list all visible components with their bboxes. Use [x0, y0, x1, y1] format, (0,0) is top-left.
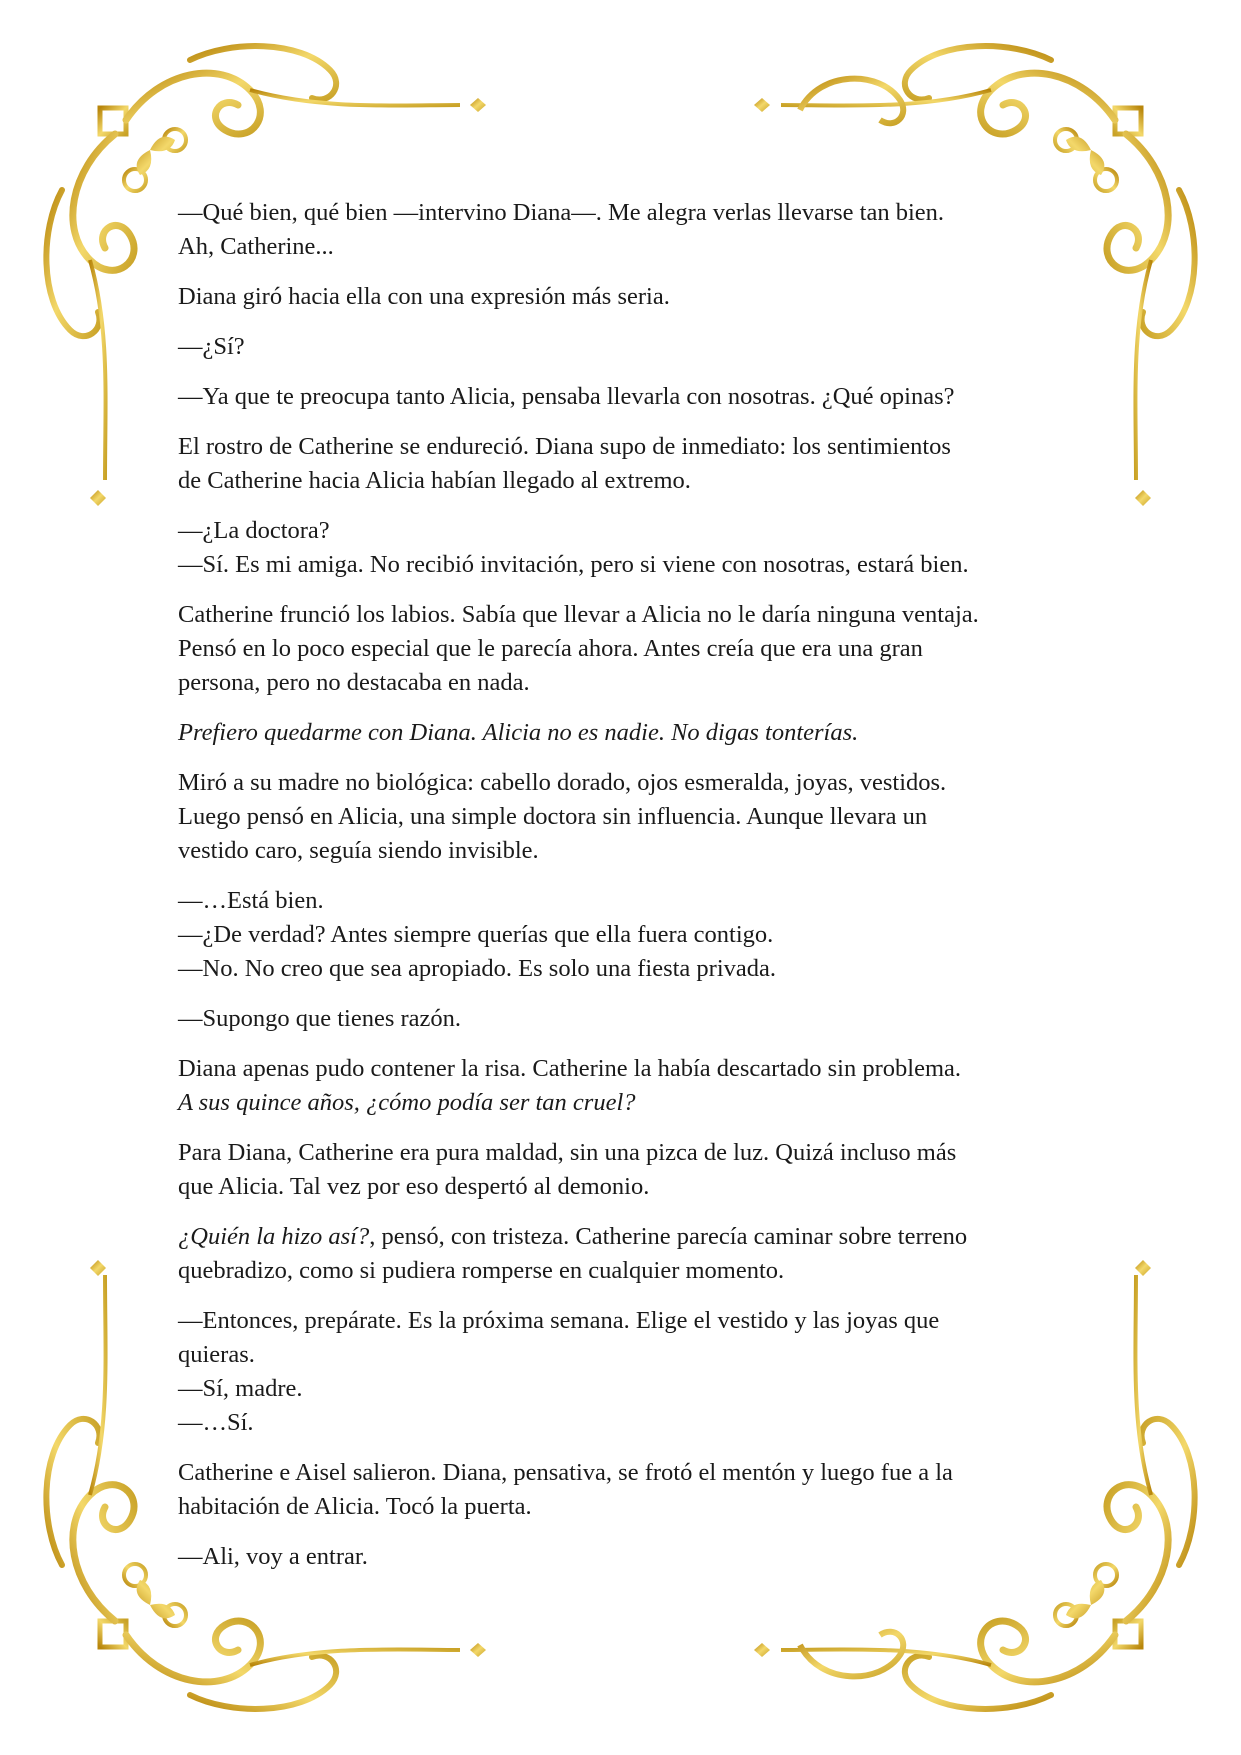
paragraph: Catherine frunció los labios. Sabía que llevar a Alicia no le daría ninguna ventaja. Pensó en lo poco especial que le parecía ahora. Antes creía que era una gran persona, pero no destacaba en nada.	[178, 601, 979, 696]
paragraph: ¿Quién la hizo así?, pensó, con tristeza. Catherine parecía caminar sobre terreno quebradizo, como si pudiera romperse en cualquier momento.	[178, 1223, 968, 1284]
paragraph: —Ali, voy a entrar.	[178, 1543, 368, 1570]
right-border-line	[1135, 490, 1151, 1276]
paragraph: Catherine e Aisel salieron. Diana, pensativa, se frotó el mentón y luego fue a la habitación de Alicia. Tocó la puerta.	[178, 1459, 953, 1520]
paragraph: Para Diana, Catherine era pura maldad, sin una pizca de luz. Quizá incluso más que Alicia. Tal vez por eso despertó al demonio.	[178, 1139, 957, 1200]
paragraph: —¿Sí?	[178, 333, 245, 360]
top-center-ornament	[470, 79, 903, 124]
paragraph: —Supongo que tienes razón.	[178, 1005, 462, 1032]
paragraph-italic-thought: Prefiero quedarme con Diana. Alicia no es nadie. No digas tonterías.	[178, 719, 859, 746]
paragraph: Miró a su madre no biológica: cabello dorado, ojos esmeralda, joyas, vestidos. Luego pensó en Alicia, una simple doctora sin influencia. Aunque llevara un vestido caro, seguía siendo invisible.	[178, 769, 947, 864]
italic-thought: ¿Quién la hizo así?	[178, 1223, 370, 1250]
paragraph: Diana apenas pudo contener la risa. Catherine la había descartado sin problema. A sus quince años, ¿cómo podía ser tan cruel?	[178, 1055, 962, 1116]
paragraph: —Ya que te preocupa tanto Alicia, pensaba llevarla con nosotras. ¿Qué opinas?	[178, 383, 955, 410]
paragraph: —Qué bien, qué bien —intervino Diana—. Me alegra verlas llevarse tan bien. Ah, Catherine...	[178, 199, 945, 260]
paragraph: —¿La doctora? —Sí. Es mi amiga. No recibió invitación, pero si viene con nosotras, estará bien.	[178, 517, 969, 578]
page-body	[178, 196, 1078, 1590]
paragraph: —…Está bien. —¿De verdad? Antes siempre querías que ella fuera contigo. —No. No creo que sea apropiado. Es solo una fiesta privada.	[178, 887, 777, 982]
paragraph: —Entonces, prepárate. Es la próxima semana. Elige el vestido y las joyas que quieras. —Sí, madre. —…Sí.	[178, 1307, 940, 1436]
paragraph: Diana giró hacia ella con una expresión más seria.	[178, 283, 670, 310]
left-border-line	[90, 490, 106, 1276]
bottom-center-ornament	[470, 1632, 903, 1677]
paragraph: El rostro de Catherine se endureció. Diana supo de inmediato: los sentimientos de Catherine hacia Alicia habían llegado al extremo.	[178, 433, 951, 494]
